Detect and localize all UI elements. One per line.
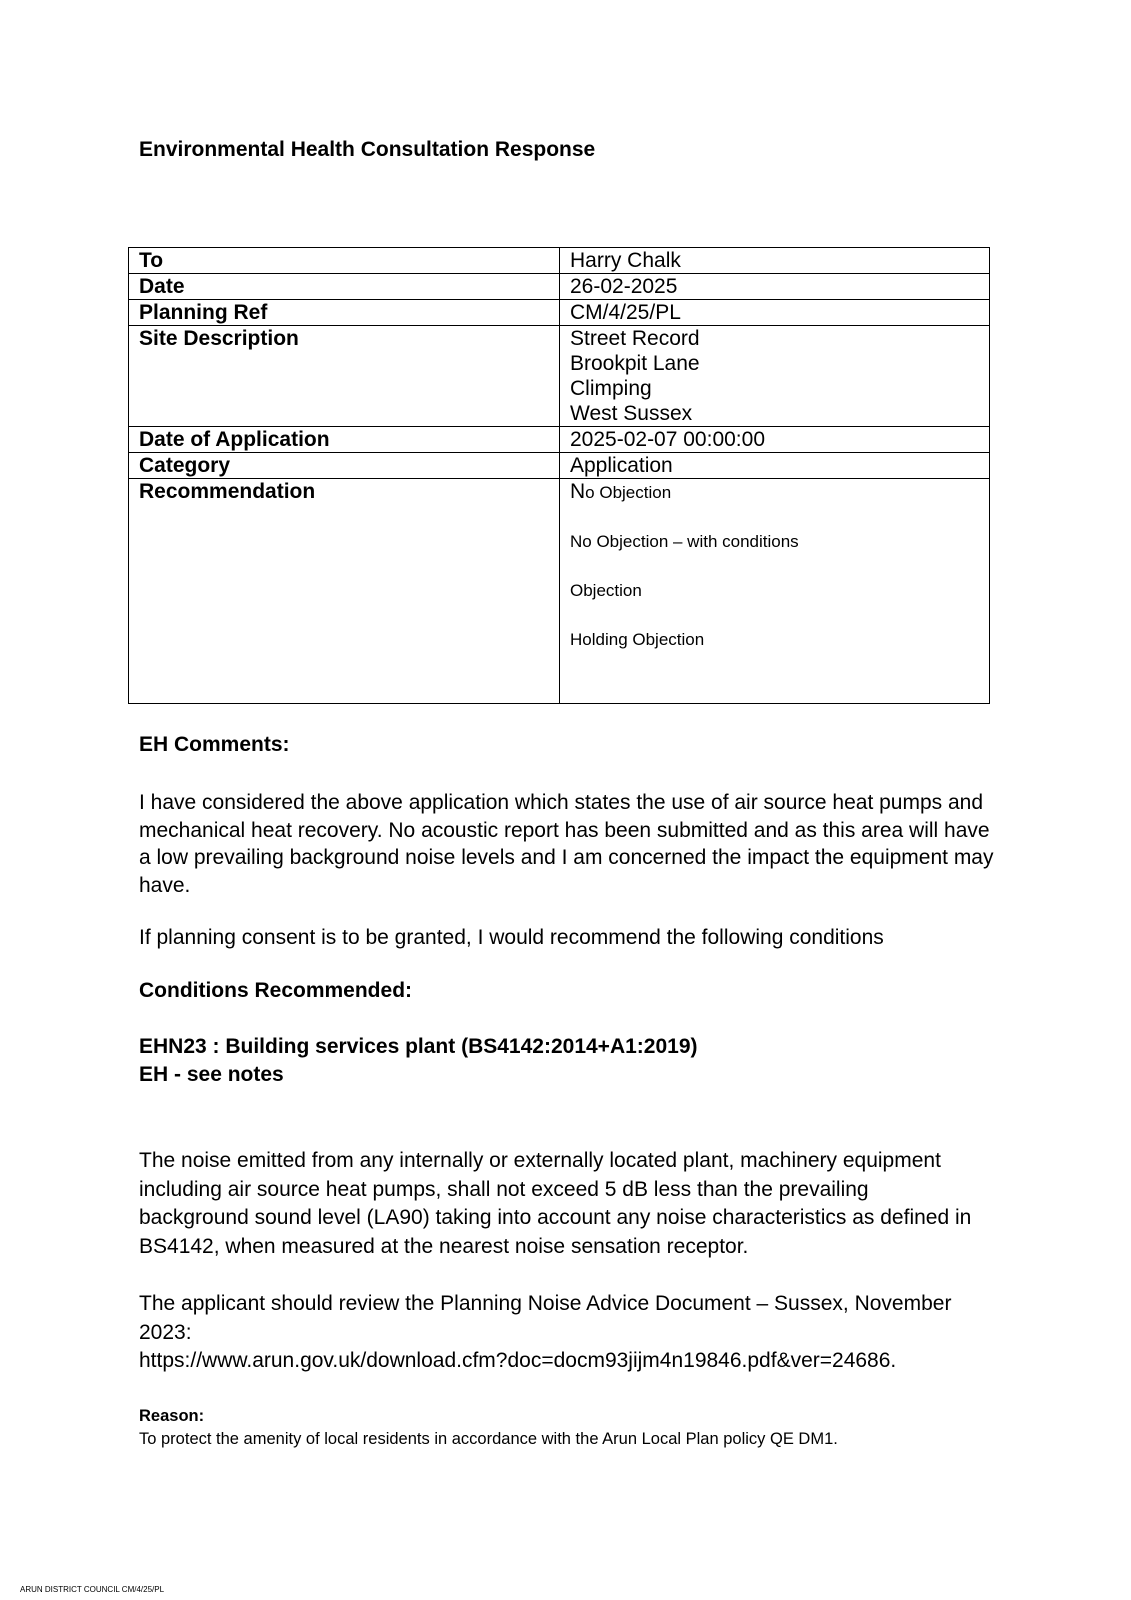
recommendation-option-initial: N [570,480,586,503]
table-row-date-of-application [129,427,990,453]
date-value: 26-02-2025 [560,274,990,300]
category-label: Category [129,453,560,479]
table-row-category [129,453,990,479]
advice-url: https://www.arun.gov.uk/download.cfm?doc=docm93jijm4n19846.pdf&ver=24686. [139,1349,897,1372]
eh-comments-recommendation-intro: If planning consent is to be granted, I would recommend the following conditions [139,926,884,949]
page-title: Environmental Health Consultation Response [139,138,596,161]
planning-ref-value: CM/4/25/PL [560,300,990,326]
recommendation-option-rest: o Objection [585,483,672,502]
recommendation-option: Holding Objection [570,630,705,649]
advice-line: The applicant should review the Planning Noise Advice Document – Sussex, November 2023: [139,1292,952,1344]
date-of-application-value: 2025-02-07 00:00:00 [560,427,990,453]
site-line: West Sussex [570,402,693,425]
recommendation-options [560,479,990,704]
table-row-site-description [129,326,990,427]
recommendation-label: Recommendation [129,479,560,704]
consultation-details-table [128,247,990,704]
table-row-recommendation [129,479,990,704]
category-value: Application [560,453,990,479]
planning-ref-label: Planning Ref [129,300,560,326]
reason-text: To protect the amenity of local residents in accordance with the Arun Local Plan policy QE DM1. [139,1430,838,1448]
footer-reference: ARUN DISTRICT COUNCIL CM/4/25/PL [20,1585,165,1594]
table-row-planning-ref [129,300,990,326]
to-label: To [129,248,560,274]
condition-subtitle: EH - see notes [139,1063,284,1086]
site-description-value [560,326,990,427]
recommendation-option: Objection [570,581,642,600]
recommendation-option: No Objection – with conditions [570,532,799,551]
site-line: Climping [570,377,652,400]
to-value: Harry Chalk [560,248,990,274]
condition-title: EHN23 : Building services plant (BS4142:2014+A1:2019) [139,1035,698,1058]
site-line: Brookpit Lane [570,352,700,375]
site-line: Street Record [570,327,700,350]
recommendation-option [570,479,979,505]
condition-body: The noise emitted from any internally or externally located plant, machinery equipment including air source heat pumps, shall not exceed 5 dB less than the prevailing background sound level (LA90) taking into account any noise characteristics as defined in BS4142, when measured at the nearest noise sensation receptor. [139,1149,972,1258]
reason-label: Reason: [139,1407,205,1425]
table-row-to [129,248,990,274]
conditions-heading: Conditions Recommended: [139,979,413,1002]
date-label: Date [129,274,560,300]
date-of-application-label: Date of Application [129,427,560,453]
eh-comments-paragraph: I have considered the above application which states the use of air source heat pumps and mechanical heat recovery. No acoustic report has been submitted and as this area will have a low prevailing background noise levels and I am concerned the impact the equipment may have. [139,791,994,897]
eh-comments-heading: EH Comments: [139,733,290,756]
site-description-label: Site Description [129,326,560,427]
table-row-date [129,274,990,300]
